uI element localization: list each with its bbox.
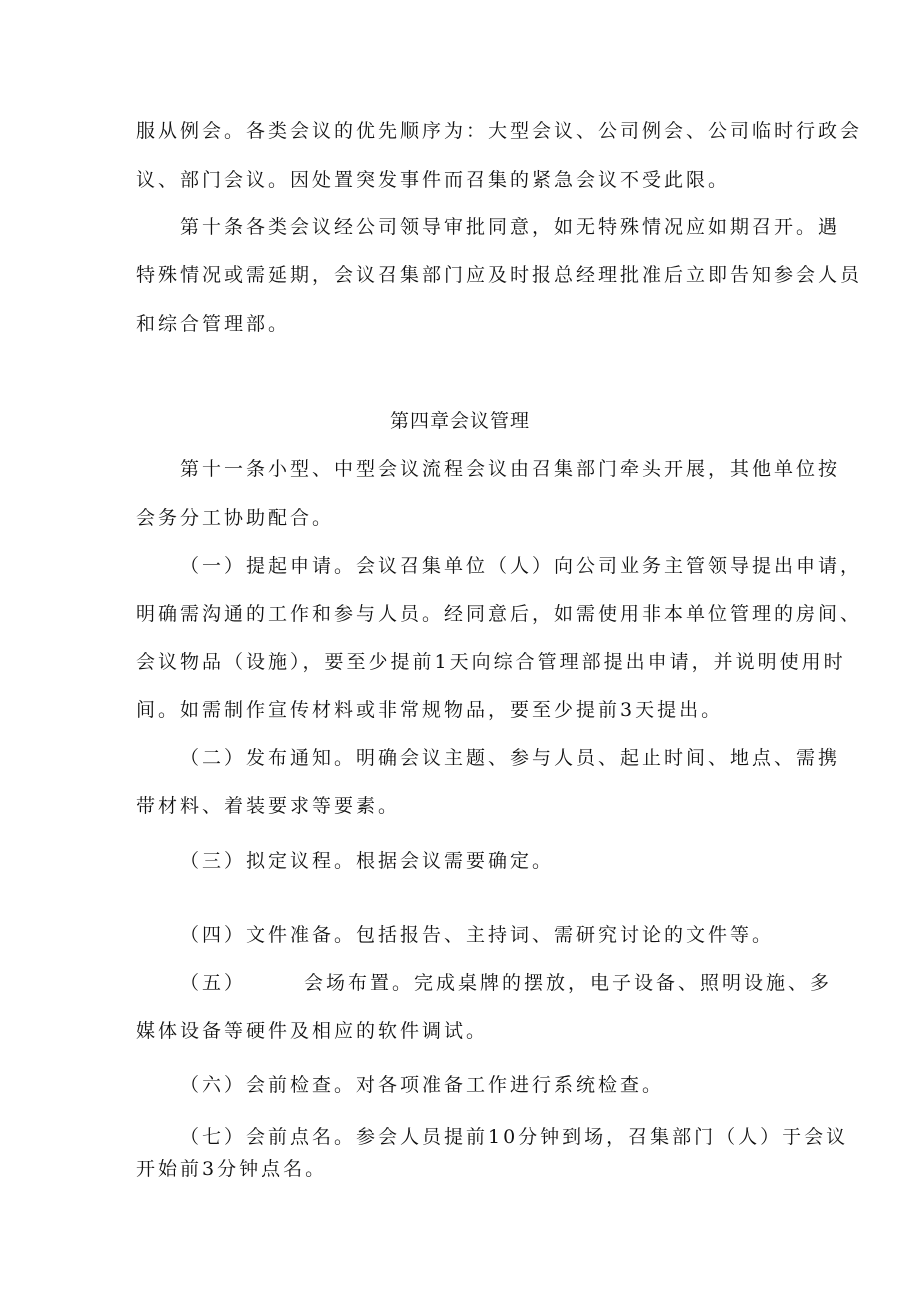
chapter-heading: 第四章会议管理 bbox=[389, 410, 530, 432]
paragraph-line: 会务分工协助配合。 bbox=[136, 507, 335, 529]
paragraph-line: 和综合管理部。 bbox=[136, 313, 291, 335]
paragraph-line: （七）会前点名。参会人员提前10分钟到场，召集部门（人）于会议 bbox=[180, 1126, 849, 1148]
paragraph-line: 媒体设备等硬件及相应的软件调试。 bbox=[136, 1020, 489, 1042]
paragraph-line: 开始前3分钟点名。 bbox=[136, 1158, 328, 1180]
paragraph-line: 明确需沟通的工作和参与人员。经同意后，如需使用非本单位管理的房间、 bbox=[136, 603, 863, 625]
paragraph-line bbox=[180, 970, 832, 996]
paragraph-line: （一）提起申请。会议召集单位（人）向公司业务主管领导提出申请， bbox=[180, 555, 863, 577]
item-label: （五） bbox=[180, 972, 247, 994]
paragraph-line: 带材料、着装要求等要素。 bbox=[136, 795, 401, 817]
paragraph-line: 第十条各类会议经公司领导审批同意，如无特殊情况应如期召开。遇 bbox=[180, 216, 841, 238]
paragraph-line: （三）拟定议程。根据会议需要确定。 bbox=[180, 850, 555, 872]
paragraph-line: 会议物品（设施），要至少提前1天向综合管理部提出申请，并说明使用时 bbox=[136, 651, 846, 673]
paragraph-line: 间。如需制作宣传材料或非常规物品，要至少提前3天提出。 bbox=[136, 699, 724, 721]
paragraph-line: （二）发布通知。明确会议主题、参与人员、起止时间、地点、需携 bbox=[180, 747, 841, 769]
paragraph-line: 服从例会。各类会议的优先顺序为：大型会议、公司例会、公司临时行政会 bbox=[136, 120, 863, 142]
paragraph-line: （四）文件准备。包括报告、主持词、需研究讨论的文件等。 bbox=[180, 924, 775, 946]
paragraph-line: 议、部门会议。因处置突发事件而召集的紧急会议不受此限。 bbox=[136, 169, 731, 191]
paragraph-line: （六）会前检查。对各项准备工作进行系统检查。 bbox=[180, 1074, 665, 1096]
item-text: 会场布置。完成桌牌的摆放，电子设备、照明设施、多 bbox=[304, 972, 833, 994]
paragraph-line: 第十一条小型、中型会议流程会议由召集部门牵头开展，其他单位按 bbox=[180, 458, 841, 480]
paragraph-line: 特殊情况或需延期，会议召集部门应及时报总经理批准后立即告知参会人员 bbox=[136, 264, 863, 286]
